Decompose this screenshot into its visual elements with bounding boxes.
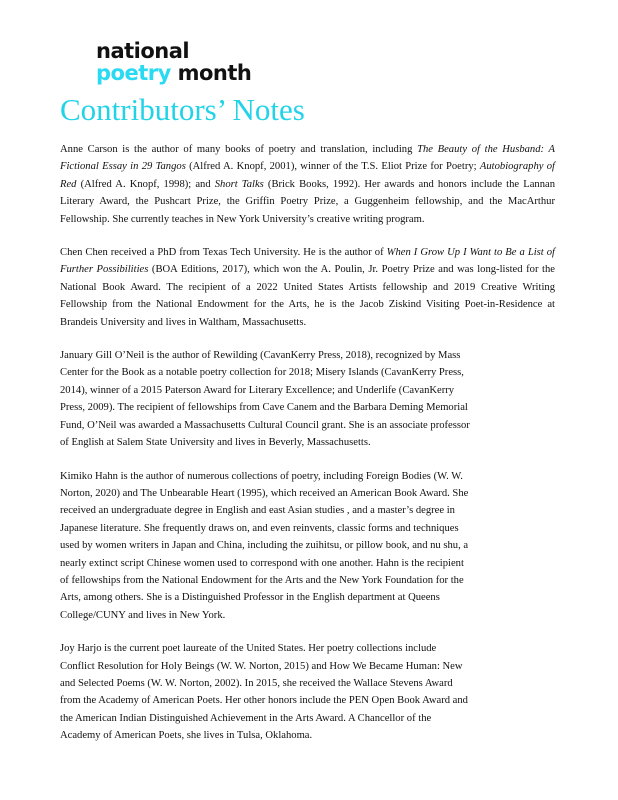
note-text: (Brick Books, 1992). Her awards and honors include the Lannan Literary Award, the Pushcart Prize, the Griffin Poetry Prize, a Guggenheim fellowship, and the MacArthur Fellowship. She currently teaches in New York University’s creative writing program. [60, 178, 556, 225]
note-text: (Alfred A. Knopf, 2001), winner of the T.S. Eliot Prize for Poetry; [185, 161, 480, 173]
note-anne-carson [60, 141, 555, 228]
logo-line-national: national [96, 39, 190, 63]
note-text: (BOA Editions, 2017), which won the A. Poulin, Jr. Poetry Prize and was long-listed for the National Book Award. The recipient of a 2022 United States Artists fellowship and 2019 Creative Writing Fellowship from the National Endowment for the Arts, he is the Jacob Ziskind Visiting Poet-in-Residence at Brandeis University and lives in Waltham, Massachusetts. [60, 264, 555, 328]
logo-word-poetry: poetry [96, 61, 171, 85]
note-text: Chen Chen received a PhD from Texas Tech University. He is the author of [60, 247, 387, 259]
book-title: Autobiography of Red [60, 161, 555, 190]
book-title: When I Grow Up I Want to Be a List of Further Possibilities [60, 247, 555, 276]
book-title: Short Talks [214, 178, 264, 190]
contributor-notes [60, 141, 555, 761]
note-joy-harjo [60, 640, 470, 744]
note-kimiko-hahn [60, 468, 470, 625]
national-poetry-month-logo [96, 40, 251, 84]
logo-line-poetry-month [96, 62, 251, 84]
page-title: Contributors’ Notes [60, 92, 305, 127]
note-text: Kimiko Hahn is the author of numerous collections of poetry, including Foreign Bodies (W. W. Norton, 2020) and The Unbearable Heart (1995), which received an American Book Award. She received an undergraduate degree in English and east Asian studies , and a master’s degree in Japanese literature. She frequently draws on, and even reinvents, classic forms and techniques used by women writers in Japan and China, including the zuihitsu, or pillow book, and nu shu, a nearly extinct script Chinese women used to correspond with one another. Hahn is the recipient of fellowships from the National Endowment for the Arts and the New York Foundation for the Arts, among others. She is a Distinguished Professor in the English department at Queens College/CUNY and lives in New York. [60, 470, 469, 621]
note-text: Anne Carson is the author of many books of poetry and translation, including [60, 144, 418, 155]
note-january-gill-oneil [60, 347, 470, 451]
note-text: Joy Harjo is the current poet laureate of the United States. Her poetry collections include Conflict Resolution for Holy Beings (W. W. Norton, 2015) and How We Became Human: New and Selected Poems (W. W. Norton, 2002). In 2015, she received the Wallace Stevens Award from the Academy of American Poets. Her other honors include the PEN Open Book Award and the American Indian Distinguished Achievement in the Arts Award. A Chancellor of the Academy of American Poets, she lives in Tulsa, Oklahoma. [60, 643, 468, 742]
note-chen-chen [60, 244, 555, 331]
note-text: (Alfred A. Knopf, 1998); and [76, 178, 215, 190]
book-title: The Beauty of the Husband: A Fictional Essay in 29 Tangos [60, 144, 555, 173]
logo-word-month: month [170, 61, 252, 85]
note-text: January Gill O’Neil is the author of Rewilding (CavanKerry Press, 2018), recognized by Mass Center for the Book as a notable poetry collection for 2018; Misery Islands (CavanKerry Press, 2014), winner of a 2015 Paterson Award for Literary Excellence; and Underlife (CavanKerry Press, 2009). The recipient of fellowships from Cave Canem and the Barbara Deming Memorial Fund, O’Neil was awarded a Massachusetts Cultural Council grant. She is an associate professor of English at Salem State University and lives in Beverly, Massachusetts. [60, 350, 470, 449]
